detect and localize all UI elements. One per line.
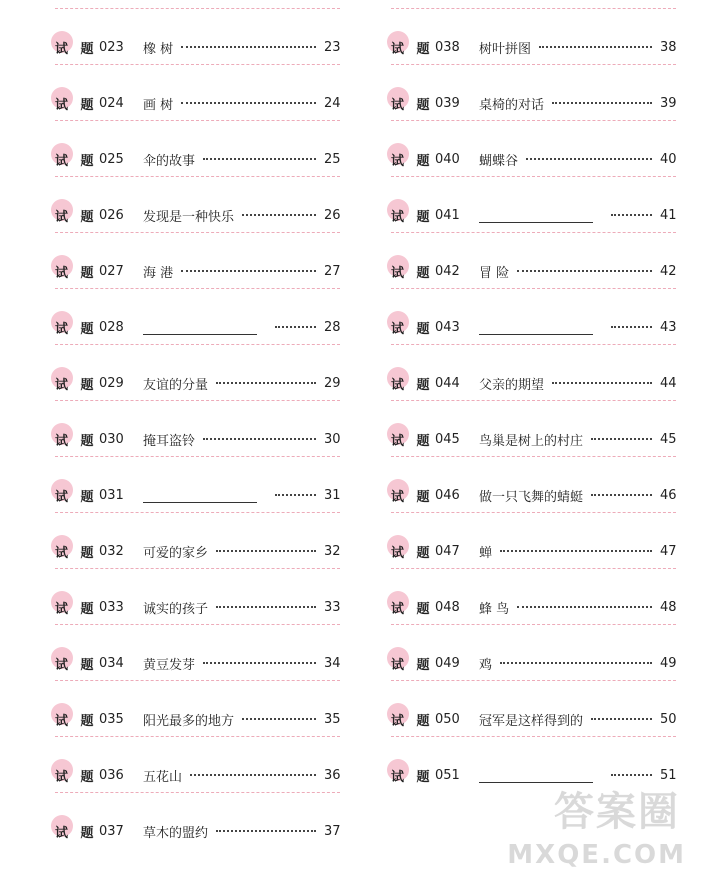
dashed-separator	[391, 232, 676, 233]
page-number: 26	[324, 207, 341, 223]
page-number: 24	[324, 95, 341, 111]
dot-leader	[526, 152, 652, 160]
question-number: 048	[435, 599, 460, 615]
entry-title: 蜂 鸟	[479, 601, 510, 617]
question-number: 027	[99, 263, 124, 279]
page-number: 48	[660, 599, 677, 615]
entry-title: 蝉	[479, 545, 493, 561]
dot-leader	[552, 96, 652, 104]
question-number: 025	[99, 151, 124, 167]
dashed-separator	[55, 288, 340, 289]
question-label: 试 题	[55, 150, 99, 169]
dot-leader	[591, 712, 652, 720]
dashed-separator	[55, 232, 340, 233]
toc-entry[interactable]	[55, 512, 340, 568]
dashed-separator	[391, 400, 676, 401]
question-number: 023	[99, 39, 124, 55]
dot-leader	[500, 656, 652, 664]
toc-entry[interactable]	[55, 568, 340, 624]
question-label: 试 题	[55, 766, 99, 785]
entry-title: 草木的盟约	[143, 825, 209, 841]
dot-leader	[591, 488, 652, 496]
toc-entry[interactable]	[391, 176, 676, 232]
page-number: 38	[660, 39, 677, 55]
dashed-separator	[391, 568, 676, 569]
dot-leader	[216, 600, 316, 608]
entry-title: 发现是一种快乐	[143, 209, 235, 225]
question-number: 051	[435, 767, 460, 783]
question-label: 试 题	[55, 486, 99, 505]
dashed-separator	[55, 64, 340, 65]
dot-leader	[203, 152, 316, 160]
toc-entry[interactable]	[391, 8, 676, 64]
dashed-separator	[55, 680, 340, 681]
page-number: 39	[660, 95, 677, 111]
entry-title: 友谊的分量	[143, 377, 209, 393]
page-number: 44	[660, 375, 677, 391]
page-number: 36	[324, 767, 341, 783]
dashed-separator	[55, 568, 340, 569]
question-number: 031	[99, 487, 124, 503]
dashed-separator	[391, 456, 676, 457]
question-label: 试 题	[55, 318, 99, 337]
dot-leader	[275, 488, 316, 496]
dashed-separator	[55, 8, 340, 9]
dot-leader	[517, 600, 652, 608]
question-number: 041	[435, 207, 460, 223]
toc-entry[interactable]	[391, 344, 676, 400]
toc-entry[interactable]	[55, 792, 340, 848]
page-number: 46	[660, 487, 677, 503]
toc-entry[interactable]	[391, 512, 676, 568]
question-label: 试 题	[55, 598, 99, 617]
toc-left-column	[55, 8, 340, 848]
dot-leader	[611, 768, 652, 776]
entry-title: 海 港	[143, 265, 174, 281]
entry-title: 做一只飞舞的蜻蜓	[479, 489, 584, 505]
entry-title: 伞的故事	[143, 153, 196, 169]
toc-entry[interactable]	[391, 232, 676, 288]
dashed-separator	[391, 680, 676, 681]
question-label: 试 题	[391, 206, 435, 225]
question-number: 044	[435, 375, 460, 391]
page-number: 29	[324, 375, 341, 391]
dashed-separator	[391, 736, 676, 737]
toc-entry[interactable]	[391, 680, 676, 736]
dot-leader	[181, 96, 316, 104]
toc-entry[interactable]	[391, 64, 676, 120]
entry-title: 鸟巢是树上的村庄	[479, 433, 584, 449]
entry-title: 五花山	[143, 769, 183, 785]
page-number: 27	[324, 263, 341, 279]
question-label: 试 题	[55, 94, 99, 113]
question-number: 035	[99, 711, 124, 727]
question-label: 试 题	[55, 38, 99, 57]
question-label: 试 题	[391, 150, 435, 169]
entry-title: 桌椅的对话	[479, 97, 545, 113]
question-label: 试 题	[391, 598, 435, 617]
dashed-separator	[391, 624, 676, 625]
page-number: 31	[324, 487, 341, 503]
toc-entry[interactable]	[55, 64, 340, 120]
dashed-separator	[55, 176, 340, 177]
dashed-separator	[391, 344, 676, 345]
blank-title-line	[479, 320, 593, 335]
dashed-separator	[55, 736, 340, 737]
question-number: 036	[99, 767, 124, 783]
dashed-separator	[55, 344, 340, 345]
question-number: 050	[435, 711, 460, 727]
dot-leader	[203, 432, 316, 440]
toc-entry[interactable]	[391, 624, 676, 680]
question-label: 试 题	[391, 766, 435, 785]
question-label: 试 题	[55, 374, 99, 393]
toc-entry[interactable]	[55, 456, 340, 512]
page-number: 47	[660, 543, 677, 559]
dot-leader	[611, 320, 652, 328]
question-number: 040	[435, 151, 460, 167]
entry-title: 画 树	[143, 97, 174, 113]
toc-entry[interactable]	[391, 456, 676, 512]
question-number: 029	[99, 375, 124, 391]
dot-leader	[539, 40, 652, 48]
watermark-url: MXQE.COM	[507, 840, 686, 870]
page-number: 50	[660, 711, 677, 727]
page-number: 23	[324, 39, 341, 55]
dot-leader	[203, 656, 316, 664]
dot-leader	[216, 376, 316, 384]
toc-entry[interactable]	[55, 176, 340, 232]
dashed-separator	[391, 288, 676, 289]
page-number: 35	[324, 711, 341, 727]
question-label: 试 题	[391, 262, 435, 281]
question-number: 026	[99, 207, 124, 223]
dot-leader	[216, 824, 316, 832]
page-number: 40	[660, 151, 677, 167]
question-label: 试 题	[55, 206, 99, 225]
question-number: 030	[99, 431, 124, 447]
toc-entry[interactable]	[55, 680, 340, 736]
question-number: 033	[99, 599, 124, 615]
question-label: 试 题	[55, 262, 99, 281]
page-number: 45	[660, 431, 677, 447]
page-number: 34	[324, 655, 341, 671]
question-number: 046	[435, 487, 460, 503]
question-number: 042	[435, 263, 460, 279]
toc-entry[interactable]	[55, 400, 340, 456]
question-label: 试 题	[55, 822, 99, 841]
watermark	[500, 780, 690, 870]
question-label: 试 题	[391, 710, 435, 729]
toc-entry[interactable]	[55, 624, 340, 680]
entry-title: 阳光最多的地方	[143, 713, 235, 729]
entry-title: 父亲的期望	[479, 377, 545, 393]
question-number: 028	[99, 319, 124, 335]
page-number: 33	[324, 599, 341, 615]
dashed-separator	[55, 624, 340, 625]
entry-title: 可爱的家乡	[143, 545, 209, 561]
toc-entry[interactable]	[391, 400, 676, 456]
dashed-separator	[391, 120, 676, 121]
entry-title: 冠军是这样得到的	[479, 713, 584, 729]
question-number: 047	[435, 543, 460, 559]
dot-leader	[181, 40, 316, 48]
dashed-separator	[391, 512, 676, 513]
question-number: 032	[99, 543, 124, 559]
dashed-separator	[55, 120, 340, 121]
question-number: 038	[435, 39, 460, 55]
page-number: 25	[324, 151, 341, 167]
dot-leader	[242, 208, 316, 216]
blank-title-line	[143, 488, 257, 503]
dot-leader	[181, 264, 316, 272]
toc-entry[interactable]	[55, 8, 340, 64]
dot-leader	[552, 376, 652, 384]
page-number: 32	[324, 543, 341, 559]
page-number: 51	[660, 767, 677, 783]
toc-entry[interactable]	[55, 344, 340, 400]
page-number: 49	[660, 655, 677, 671]
question-number: 037	[99, 823, 124, 839]
toc-entry[interactable]	[55, 288, 340, 344]
dot-leader	[190, 768, 316, 776]
dashed-separator	[55, 456, 340, 457]
dashed-separator	[391, 8, 676, 9]
entry-title: 蝴蝶谷	[479, 153, 519, 169]
question-number: 045	[435, 431, 460, 447]
page-number: 37	[324, 823, 341, 839]
question-label: 试 题	[55, 710, 99, 729]
page-number: 41	[660, 207, 677, 223]
question-label: 试 题	[55, 542, 99, 561]
dot-leader	[517, 264, 652, 272]
dot-leader	[275, 320, 316, 328]
entry-title: 冒 险	[479, 265, 510, 281]
toc-entry[interactable]	[55, 120, 340, 176]
dot-leader	[611, 208, 652, 216]
question-number: 034	[99, 655, 124, 671]
page-number: 43	[660, 319, 677, 335]
question-number: 049	[435, 655, 460, 671]
dot-leader	[500, 544, 652, 552]
question-label: 试 题	[391, 318, 435, 337]
question-number: 043	[435, 319, 460, 335]
dot-leader	[216, 544, 316, 552]
dot-leader	[242, 712, 316, 720]
blank-title-line	[479, 208, 593, 223]
question-number: 039	[435, 95, 460, 111]
question-label: 试 题	[55, 654, 99, 673]
dashed-separator	[55, 792, 340, 793]
question-label: 试 题	[391, 486, 435, 505]
question-label: 试 题	[391, 542, 435, 561]
dot-leader	[591, 432, 652, 440]
blank-title-line	[143, 320, 257, 335]
entry-title: 黄豆发芽	[143, 657, 196, 673]
entry-title: 诚实的孩子	[143, 601, 209, 617]
question-label: 试 题	[391, 94, 435, 113]
entry-title: 树叶拼图	[479, 41, 532, 57]
question-label: 试 题	[391, 38, 435, 57]
question-label: 试 题	[391, 654, 435, 673]
toc-entry[interactable]	[391, 288, 676, 344]
page-number: 28	[324, 319, 341, 335]
page-number: 30	[324, 431, 341, 447]
question-label: 试 题	[391, 430, 435, 449]
entry-title: 掩耳盗铃	[143, 433, 196, 449]
question-number: 024	[99, 95, 124, 111]
dashed-separator	[55, 512, 340, 513]
dashed-separator	[391, 64, 676, 65]
dashed-separator	[391, 176, 676, 177]
toc-entry[interactable]	[391, 568, 676, 624]
entry-title: 橡 树	[143, 41, 174, 57]
dashed-separator	[55, 400, 340, 401]
question-label: 试 题	[391, 374, 435, 393]
question-label: 试 题	[55, 430, 99, 449]
watermark-logo-text: 答案圈	[554, 789, 680, 835]
toc-right-column	[391, 8, 676, 792]
toc-entry[interactable]	[55, 736, 340, 792]
toc-entry[interactable]	[391, 120, 676, 176]
toc-entry[interactable]	[55, 232, 340, 288]
entry-title: 鸡	[479, 657, 493, 673]
page-number: 42	[660, 263, 677, 279]
